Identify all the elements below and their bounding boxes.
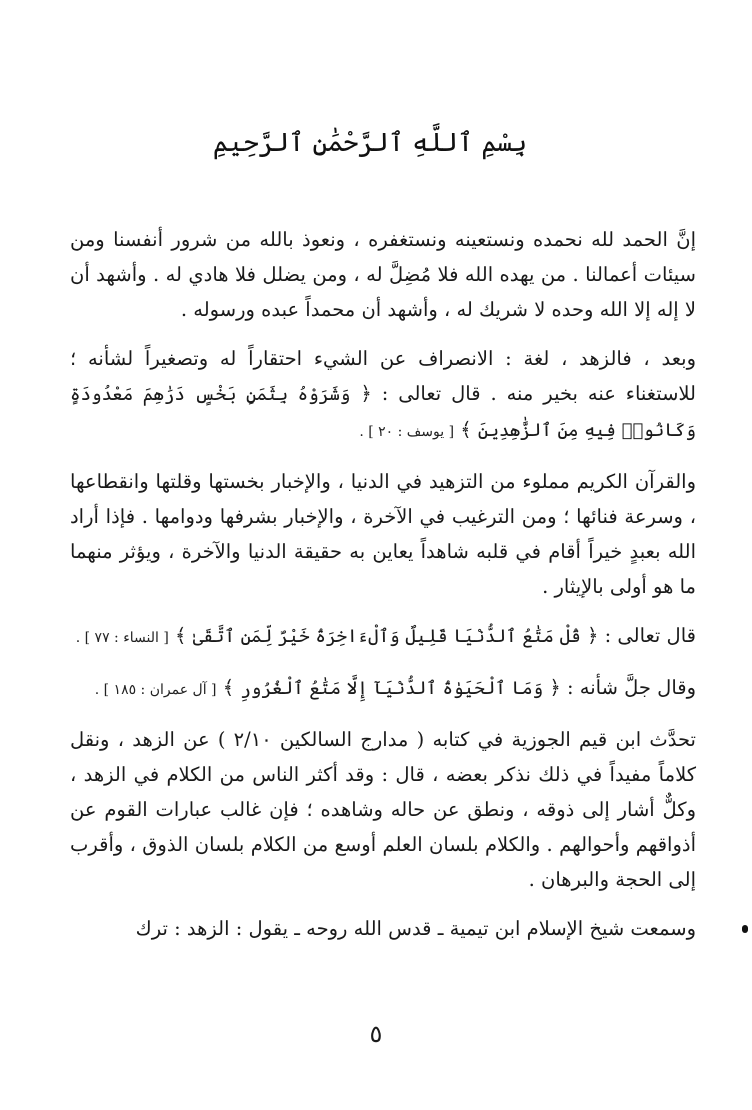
paragraph-zuhd-definition [70,341,696,450]
paragraph-text: وقال جلَّ شأنه : ﴿ [549,676,696,699]
paragraph-text: وبعد ، فالزهد ، لغة : الانصراف عن الشيء احتقاراً له وتصغيراً لشأنه ؛ للاستغناء عنه بخير منه . قال تعالى : ﴿ [70,347,697,405]
paragraph-ibn-taymiyyah: وسمعت شيخ الإسلام ابن تيمية ـ قدس الله روحه ـ يقول : الزهد : ترك [135,917,696,940]
verse-reference: [ آل عمران : ١٨٥ ] . [94,682,217,698]
verse-reference: [ النساء : ٧٧ ] . [75,630,169,646]
paragraph-verse-al-imran [70,670,696,708]
paragraph-quran-asceticism: والقرآن الكريم مملوء من التزهيد في الدنيا ، والإخبار بخستها وقلتها وانقطاعها ، وسرعة فنائها ؛ ومن الترغيب في الآخرة ، والإخبار بشرفها ودوامها . فإذا أراد الله بعبدٍ خيراً أقام في قلبه شاهداً يعاين به حقيقة الدنيا والآخرة ، ويؤثر منهما ما هو أولى بالإيثار . [70,470,696,598]
paragraph-ibn-qayyim: تحدَّث ابن قيم الجوزية في كتابه ( مدارج السالكين ٢/١٠ ) عن الزهد ، ونقل كلاماً مفيداً في ذلك نذكر بعضه ، قال : وقد أكثر الناس من الكلام في الزهد ، وكلٌّ أشار إلى ذوقه ، ونطق عن حاله وشاهده ؛ فإن غالب عبارات القوم عن أذواقهم وأحوالهم . والكلام بلسان العلم أوسع من الكلام بلسان الذوق ، وأقرب إلى الحجة والبرهان . [70,728,696,891]
page-number: ٥ [369,1020,383,1048]
verse-reference: [ يوسف : ٢٠ ] . [359,424,455,440]
quran-verse-al-imran: وَمَا ٱلْحَيَوٰةُ ٱلدُّنْيَآ إِلَّا مَتَٰعُ ٱلْغُرُورِ [240,678,544,699]
ornate-bracket-close: ﴾ [460,418,472,441]
paragraph-opening-praise: إنَّ الحمد لله نحمده ونستعينه ونستغفره ، ونعوذ بالله من شرور أنفسنا ومن سيئات أعمالنا . من يهده الله فلا مُضِلَّ له ، ومن يضلل فلا هادي له . وأشهد أن لا إله إلا الله وحده لا شريك له ، وأشهد أن محمداً عبده ورسوله . [70,228,696,321]
margin-ink-mark [742,925,748,933]
basmala-heading: بِسْمِ ٱللَّهِ ٱلرَّحْمَٰنِ ٱلرَّحِيمِ [212,128,528,158]
page-body [70,222,696,946]
ornate-bracket-close: ﴾ [222,676,235,699]
quran-verse-yusuf: وَشَرَوْهُ بِثَمَنٍ بَخْسٍ دَرَٰهِمَ مَعْدُودَةٍ وَكَانُوا۟ فِيهِ مِنَ ٱلزَّٰهِدِينَ [70,384,696,441]
paragraph-text: قال تعالى : ﴿ [587,624,696,647]
ornate-bracket-close: ﴾ [175,624,187,647]
quran-verse-nisa: قُلْ مَتَٰعُ ٱلدُّنْيَا قَلِيلٌ وَٱلْءَاخِرَةُ خَيْرٌ لِّمَنِ ٱتَّقَىٰ [192,626,581,647]
paragraph-verse-nisa [70,618,696,656]
